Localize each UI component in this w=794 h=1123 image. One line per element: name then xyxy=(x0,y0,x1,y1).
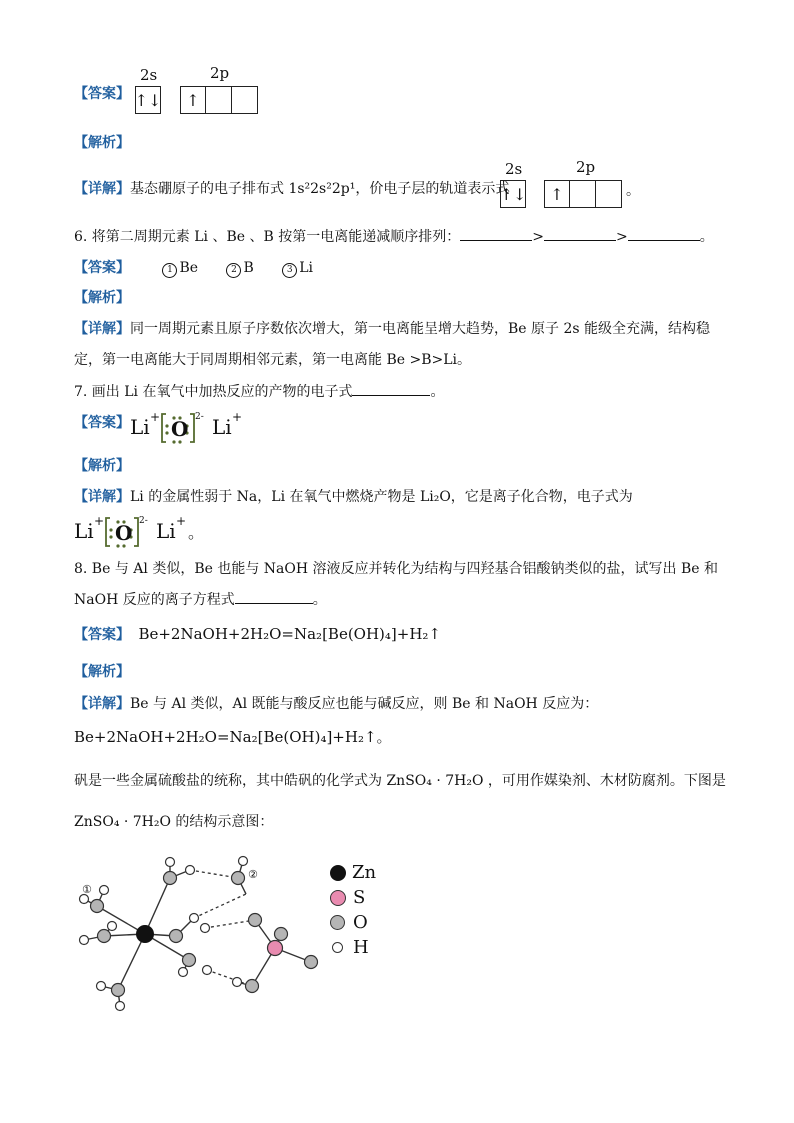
analysis-tag: 【解析】 xyxy=(74,135,130,151)
orbital-box-2p xyxy=(180,86,258,114)
q6-question: 6. 将第二周期元素 Li 、Be 、B 按第一电离能递减顺序排列： > > 。 xyxy=(74,226,714,246)
ion-charge: 2- xyxy=(195,412,204,422)
orbital-box-2s xyxy=(500,180,526,208)
q6-answer: 【答案】 1 Be 2 B 3 Li xyxy=(74,260,314,276)
ion-charge: 2- xyxy=(139,516,148,526)
up-arrow-icon: ↑ xyxy=(180,86,206,114)
q7-detail-line1: 【详解】Li 的金属性弱于 Na，Li 在氧气中燃烧产物是 Li₂O，它是离子化合物，电子式为 xyxy=(74,489,633,505)
electron-formula-li2o xyxy=(130,406,260,450)
analysis-tag: 【解析】 xyxy=(74,458,130,474)
empty-orbital xyxy=(570,180,596,208)
intro-line2: ZnSO₄ · 7H₂O 的结构示意图： xyxy=(74,814,274,830)
zn-atom-icon xyxy=(330,865,346,881)
q8-detail-equation: Be+2NaOH+2H₂O=Na₂[Be(OH)₄]+H₂↑。 xyxy=(74,728,392,746)
legend-item-o: O xyxy=(330,910,376,935)
q7-question: 7. 画出 Li 在氧气中加热反应的产物的电子式 。 xyxy=(74,381,444,401)
orbital-label-2p: 2p xyxy=(576,158,596,176)
q6-detail-line1: 【详解】同一周期元素且原子序数依次增大，第一电离能呈增大趋势，Be 原子 2s 能级全充满，结构稳 xyxy=(74,321,711,337)
q6-detail-line2: 定，第一电离能大于同周期相邻元素，第一电离能 Be >B>Li。 xyxy=(74,352,471,368)
mark-1: ① xyxy=(82,883,92,896)
legend-item-s: S xyxy=(330,885,376,910)
q8-question-line2: NaOH 反应的离子方程式 。 xyxy=(74,589,327,609)
analysis-tag: 【解析】 xyxy=(74,290,130,306)
ion-plus: + xyxy=(176,514,187,528)
empty-orbital xyxy=(596,180,622,208)
orbital-box-2s xyxy=(135,86,161,114)
ion-plus: + xyxy=(232,410,243,424)
orbital-label-2s: 2s xyxy=(505,160,523,178)
orbital-label-2p: 2p xyxy=(210,64,230,82)
h-atom-icon xyxy=(332,942,343,953)
orbital-box-2p xyxy=(544,180,622,208)
q8-answer-equation: Be+2NaOH+2H₂O=Na₂[Be(OH)₄]+H₂↑ xyxy=(138,625,441,643)
mark-2: ② xyxy=(248,868,258,881)
legend-item-h: H xyxy=(330,935,376,960)
period: 。 xyxy=(188,523,205,542)
electron-formula-li2o xyxy=(74,510,214,554)
s-atom-icon xyxy=(330,890,346,906)
q8-answer: 【答案】 Be+2NaOH+2H₂O=Na₂[Be(OH)₄]+H₂↑ xyxy=(74,625,441,643)
up-down-arrow-icon: ↑↓ xyxy=(135,86,161,114)
up-down-arrow-icon: ↑↓ xyxy=(500,180,526,208)
ion-plus: + xyxy=(150,410,161,424)
answer-tag: 【答案】 xyxy=(74,86,130,102)
ion-o: O xyxy=(115,521,133,545)
q8-question-line1: 8. Be 与 Al 类似，Be 也能与 NaOH 溶液反应并转化为结构与四羟基合铝酸钠类似的盐，试写出 Be 和 xyxy=(74,561,718,577)
ion-li: Li xyxy=(130,415,150,439)
o-atom-icon xyxy=(330,915,345,930)
ion-li: Li xyxy=(74,519,94,543)
q7-answer: 【答案】 xyxy=(74,415,130,431)
up-arrow-icon: ↑ xyxy=(544,180,570,208)
ion-li: Li xyxy=(212,415,232,439)
orbital-label-2s: 2s xyxy=(140,66,158,84)
legend-item-zn: Zn xyxy=(330,860,376,885)
intro-line1: 矾是一些金属硫酸盐的统称，其中皓矾的化学式为 ZnSO₄ · 7H₂O ，可用作媒染剂、木材防腐剂。下图是 xyxy=(74,773,726,789)
q8-detail-line1: 【详解】Be 与 Al 类似，Al 既能与酸反应也能与碱反应，则 Be 和 NaOH 反应为： xyxy=(74,696,599,712)
diagram-legend xyxy=(330,860,376,960)
ion-plus: + xyxy=(94,514,105,528)
ion-li: Li xyxy=(156,519,176,543)
q5-detail: 【详解】基态硼原子的电子排布式 1s²2s²2p¹，价电子层的轨道表示式 xyxy=(74,181,510,197)
ion-o: O xyxy=(171,417,189,441)
period: 。 xyxy=(626,183,640,199)
empty-orbital xyxy=(206,86,232,114)
analysis-tag: 【解析】 xyxy=(74,664,130,680)
empty-orbital xyxy=(232,86,258,114)
